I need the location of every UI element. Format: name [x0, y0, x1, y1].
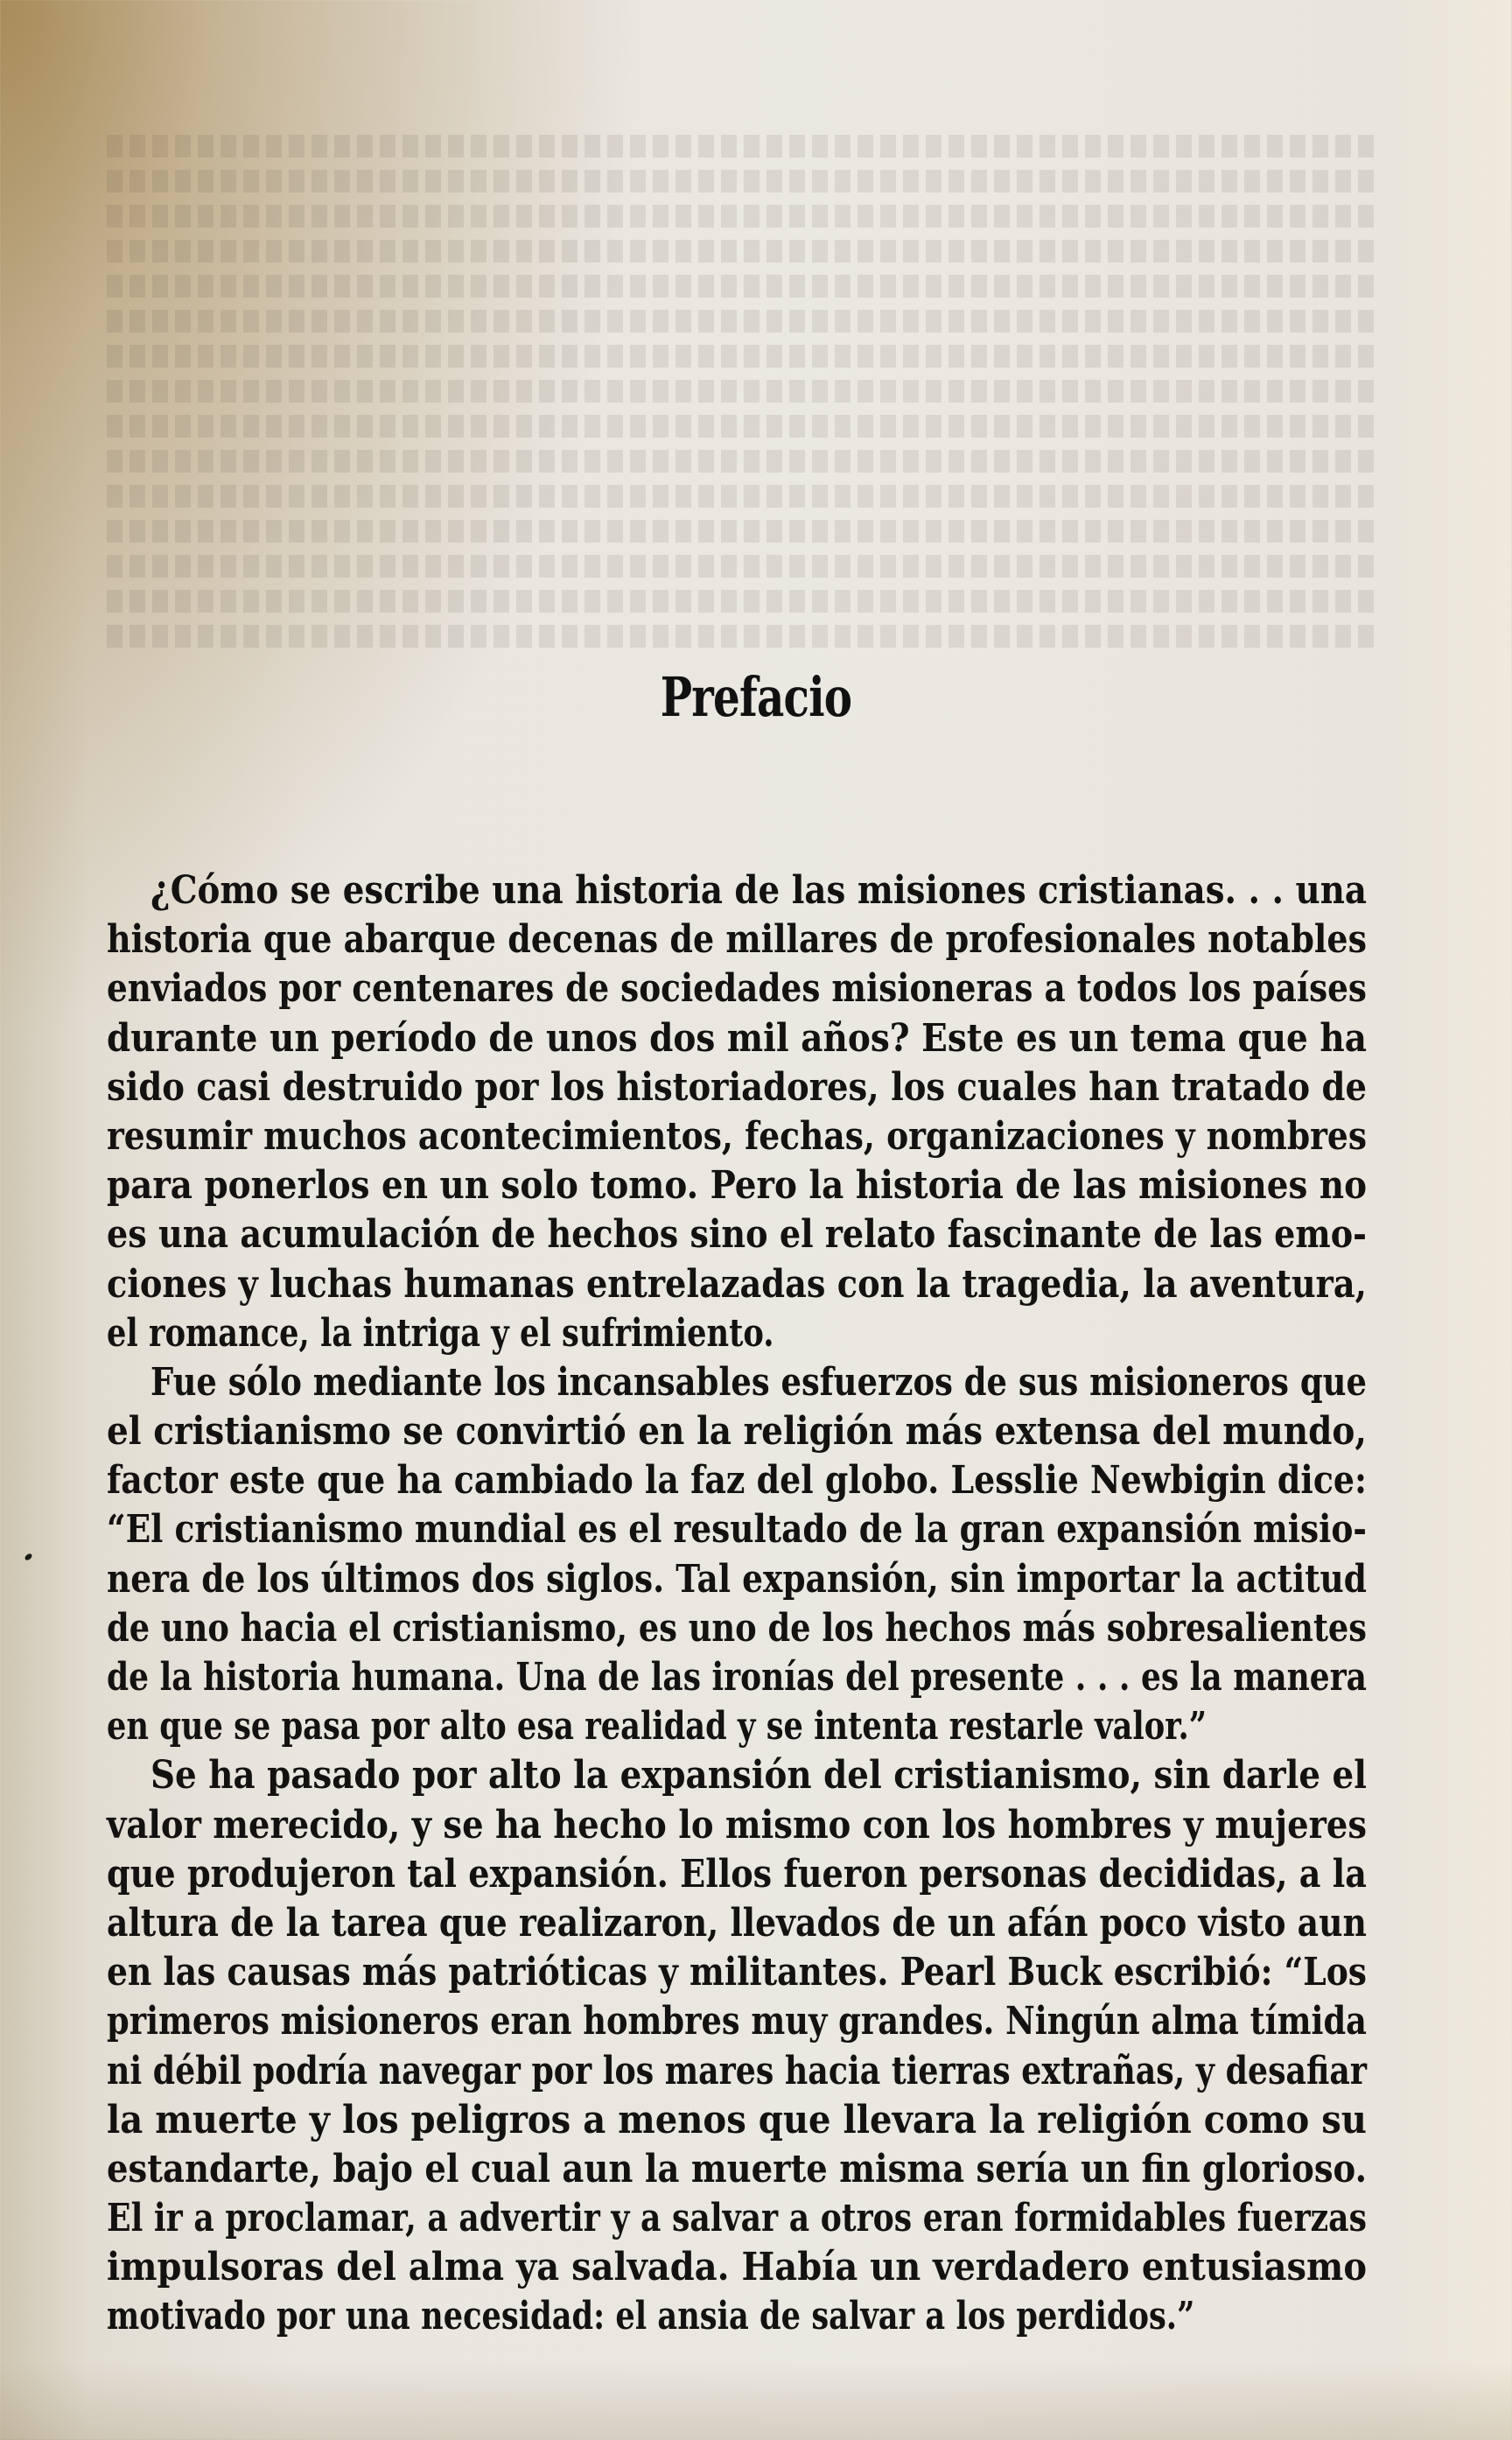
text-line-content: impulsoras del alma ya salvada. Había un verdadero entusiasmo — [107, 2245, 1367, 2290]
text-line-content: sido casi destruido por los historiadores, los cuales han tratado de — [107, 1064, 1367, 1110]
paragraph — [107, 1751, 1367, 2341]
text-line — [107, 1850, 1367, 1899]
text-line — [107, 1505, 1367, 1554]
text-line — [107, 2292, 1367, 2341]
text-line — [107, 1604, 1367, 1653]
text-line — [107, 2096, 1367, 2145]
text-line-content: valor merecido, y se ha hecho lo mismo con los hombres y mujeres — [107, 1802, 1367, 1848]
text-line — [107, 1407, 1367, 1456]
text-line — [107, 915, 1367, 964]
text-line — [107, 1063, 1367, 1112]
text-line — [107, 1702, 1367, 1751]
text-line — [107, 2243, 1367, 2292]
text-line — [107, 1751, 1367, 1800]
text-line-content: el cristianismo se convirtió en la religión más extensa del mundo, — [107, 1409, 1367, 1455]
text-line — [107, 1997, 1367, 2046]
text-line — [107, 1948, 1367, 1997]
text-line-content: en que se pasa por alto esa realidad y se intenta restarle valor.” — [107, 1704, 1208, 1749]
paragraph — [107, 1358, 1367, 1752]
text-line-content: durante un período de unos dos mil años? Este es un tema que ha — [107, 1015, 1367, 1061]
text-line — [107, 1309, 1367, 1358]
text-line-content: de uno hacia el cristianismo, es uno de los hechos más sobresalientes — [107, 1605, 1367, 1651]
text-line — [107, 1801, 1367, 1850]
text-line-content: motivado por una necesidad: el ansia de salvar a los perdidos.” — [107, 2294, 1195, 2339]
text-line-content: altura de la tarea que realizaron, llevados de un afán poco visto aun — [107, 1900, 1367, 1946]
text-line-content: en las causas más patrióticas y militantes. Pearl Buck escribió: “Los — [107, 1950, 1367, 1995]
text-line-content: nera de los últimos dos siglos. Tal expansión, sin importar la actitud — [107, 1556, 1367, 1602]
text-line — [107, 866, 1367, 915]
ink-speck — [24, 1553, 33, 1561]
text-line-content: ni débil podría navegar por los mares hacia tierras extrañas, y desafiar — [107, 2048, 1367, 2093]
text-line-content: resumir muchos acontecimientos, fechas, organizaciones y nombres — [107, 1113, 1367, 1159]
text-line — [107, 964, 1367, 1013]
text-line-content: ciones y luchas humanas entrelazadas con la tragedia, la aventura, — [107, 1261, 1367, 1307]
text-line-content: el romance, la intriga y el sufrimiento. — [107, 1310, 774, 1356]
text-line — [107, 2047, 1367, 2096]
text-line — [107, 1260, 1367, 1309]
text-line — [107, 1112, 1367, 1161]
text-line-content: Fue sólo mediante los incansables esfuerzos de sus misioneros que — [150, 1359, 1367, 1405]
text-line-content: primeros misioneros eran hombres muy grandes. Ningún alma tímida — [107, 1999, 1367, 2044]
reverse-page-bleed-through — [105, 123, 1374, 840]
text-line — [107, 1014, 1367, 1063]
text-line-content: que produjeron tal expansión. Ellos fueron personas decididas, a la — [107, 1851, 1367, 1897]
text-line-content: de la historia humana. Una de las ironías del presente . . . es la manera — [107, 1655, 1367, 1700]
text-line-content: la muerte y los peligros a menos que llevara la religión como su — [107, 2097, 1367, 2142]
text-line — [107, 1161, 1367, 1210]
text-line-content: es una acumulación de hechos sino el relato fascinante de las emo- — [107, 1212, 1367, 1258]
text-line — [107, 1210, 1367, 1259]
page-edge-shadow — [0, 2361, 1512, 2440]
page-title: Prefacio — [660, 664, 852, 729]
text-line-content: ¿Cómo se escribe una historia de las misiones cristianas. . . una — [150, 868, 1367, 913]
text-line — [107, 1456, 1367, 1505]
preface-body — [107, 866, 1367, 2342]
paragraph — [107, 866, 1367, 1358]
text-line-content: estandarte, bajo el cual aun la muerte misma sería un fin glorioso. — [107, 2146, 1367, 2191]
text-line — [107, 1555, 1367, 1604]
text-line — [107, 1653, 1367, 1702]
text-line — [107, 2194, 1367, 2243]
text-line-content: historia que abarque decenas de millares de profesionales notables — [107, 917, 1367, 963]
text-line-content: para ponerlos en un solo tomo. Pero la historia de las misiones no — [107, 1163, 1367, 1209]
text-line — [107, 2145, 1367, 2194]
text-line-content: Se ha pasado por alto la expansión del cristianismo, sin darle el — [150, 1753, 1367, 1798]
text-line-content: enviados por centenares de sociedades misioneras a todos los países — [107, 966, 1367, 1012]
text-line-content: factor este que ha cambiado la faz del globo. Lesslie Newbigin dice: — [107, 1458, 1367, 1504]
text-line-content: “El cristianismo mundial es el resultado de la gran expansión misio- — [107, 1507, 1367, 1553]
text-line — [107, 1899, 1367, 1948]
text-line-content: El ir a proclamar, a advertir y a salvar a otros eran formidables fuerzas — [107, 2196, 1367, 2241]
text-line — [107, 1358, 1367, 1407]
